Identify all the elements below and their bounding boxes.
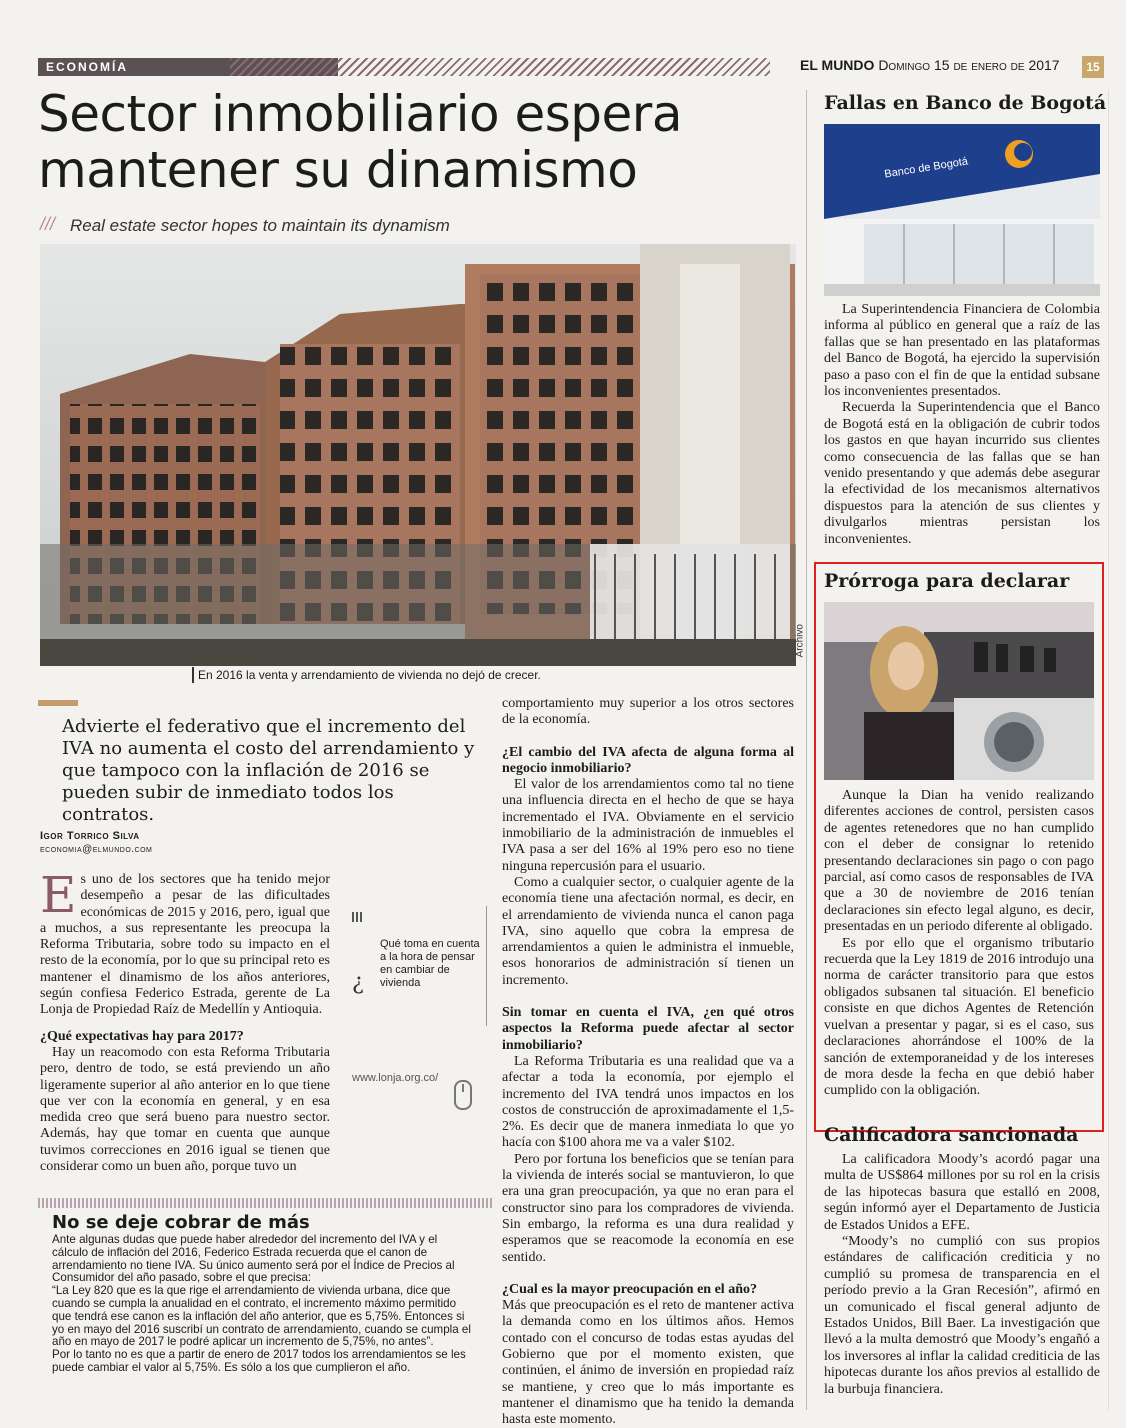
dian-photo [824, 602, 1094, 780]
section-tag: ECONOMÍA [38, 58, 338, 76]
caption-bar [192, 667, 194, 683]
photo-credit: Archivo [794, 624, 805, 658]
page-number: 15 [1082, 56, 1104, 78]
article-paragraph: Es uno de los sectores que ha tenido mejor desempeño a pesar de las dificultades económicas de 2015 y 2016, pero, igual que a muchos, a sus representante les preocupa la Reforma Tributaria, sobre todo su impacto en el resto de la economía, por lo que su principal reto es mantener el dinamismo de los años anteriores, según confiesa Federico Estrada, gerente de La Lonja de Propiedad Raíz de Medellín y Antioquia. [40, 866, 330, 1018]
side-article-body [52, 1234, 472, 1375]
shopping-illustration [824, 602, 1094, 780]
article-lead: Advierte el federativo que el incremento del IVA no aumenta el costo del arrendamiento y que tampoco con la inflación de 2016 se pueden subir de inmediato todos los contratos. [62, 716, 475, 825]
lead-marker [38, 700, 78, 706]
bank-illustration [824, 124, 1100, 296]
story-body-rating [824, 1152, 1100, 1398]
sidebox-question-mark: ¿ [352, 970, 364, 995]
story-body-extension [824, 788, 1094, 1100]
story-paragraph: Recuerda la Superintendencia que el Banco de Bogotá está en la obligación de cubrir todos los gastos en que hayan incurrido sus clientes como consecuencia de las fallas que se han venido presentando y que además debe asegurar la efectividad de los mecanismos alternativos dispuestos para la atención de sus clientes y divulgarlos mientras persistan los inconvenientes. [824, 400, 1100, 547]
pencil-divider-icon [38, 1198, 492, 1208]
buildings-illustration [40, 244, 796, 666]
story-title-rating: Calificadora sancionada [824, 1124, 1079, 1146]
story-paragraph: “Moody’s no cumplió con sus propios estándares de calificación crediticia y no cumplió su promesa de transparencia en el período previo a la Gran Recesión”, afirmó en un comunicado el fiscal general adjunto de Estados Unidos, Bill Baer. La investigación que llevó a la multa demostró que Moody’s engañó a los inversores al inflar la calidad crediticia de las hipotecas durante los años previos al estallido de la burbuja financiera. [824, 1234, 1100, 1397]
article-column-1 [40, 866, 330, 1175]
article-column-2 [502, 696, 794, 1428]
interview-question: ¿Qué expectativas hay para 2017? [40, 1028, 244, 1044]
article-paragraph: Hay un reacomodo con esta Reforma Tributaria pero, dentro de todo, se está previendo un año ligeramente superior al año anterior en lo que tiene que ver con la economía en general, y en esa medida creo que será bueno para nuestro sector. Además, hay que tomar en cuenta que aunque tuvimos correcciones en 2016 igual se tienen que considerar como un buen año, porque tuvo un [40, 1044, 330, 1175]
author-email: economia@elmundo.com [40, 844, 153, 855]
masthead [800, 57, 1090, 73]
subhead-marks: /// [40, 214, 56, 234]
story-paragraph: La calificadora Moody’s acordó pagar una multa de US$864 millones por su rol en la crisis de las hipotecas basura que estalló en 2008, según informó ayer el Departamento de Justicia de Estados Unidos a EFE. [824, 1152, 1100, 1233]
side-article-title: No se deje cobrar de más [52, 1212, 310, 1233]
mouse-wheel-icon [462, 1084, 464, 1092]
article-paragraph: Como a cualquier sector, o cualquier agente de la economía tiene una afectación normal, es decir, en el arrendamiento de vivienda nunca el canon paga IVA, sino aquello que cobra la empresa de arrendamientos a quien le administra el inmueble, esos honorarios de administración sí tienen un incremento. [502, 874, 794, 988]
article-paragraph: El valor de los arrendamientos como tal no tiene una influencia directa en el hecho de que se haya incrementado el IVA. Obviamente en el servicio inmobiliario de la administración de inmuebles el IVA pasa a ser del 16% al 19% pero eso no tiene ninguna repercusión para el usuario. [502, 777, 794, 874]
headline [38, 86, 798, 198]
side-article-paragraph: Por lo tanto no es que a partir de enero de 2017 todos los arrendamientos se les puede cambiar el valor al 5,75%. Es sólo a los que cumplieron el año. [52, 1348, 466, 1374]
story-title-bank: Fallas en Banco de Bogotá [824, 92, 1107, 114]
column-divider [1108, 90, 1109, 1410]
subhead: Real estate sector hopes to maintain its dynamism [70, 216, 450, 235]
sidebox-marker [352, 912, 362, 922]
lonja-link[interactable]: www.lonja.org.co/ [352, 1072, 439, 1084]
side-article-paragraph: “La Ley 820 que es la que rige el arrendamiento de vivienda urbana, dice que cuando se cumpla la anualidad en el contrato, el incremento máximo permitido que tendrá ese canon es la inflación del año anterior, que es 5,75%. Entonces si yo en mayo del 2016 suscribí un contrato de arrendamiento, cuando se cumpla el año en mayo de 2017 le podré aplicar un incremento de 5,75%, no antes”. [52, 1284, 471, 1349]
section-stripes [230, 58, 770, 76]
photo-caption: En 2016 la venta y arrendamiento de vivienda no dejó de crecer. [198, 668, 541, 682]
interview-question: ¿El cambio del IVA afecta de alguna forma al negocio inmobiliario? [502, 744, 794, 776]
bank-sign: Banco de Bogotá [883, 155, 969, 181]
article-paragraph: Más que preocupación es el reto de mantener activa la demanda como en los últimos años. Hemos contado con el concurso de todas estas ayudas del Gobierno que por el momento existen, que continúen, el ánimo de inversión en propiedad raíz se mantiene, y creo que lo más importante es mantener el dinamismo que ha tenido la demanda hasta este momento. [502, 1298, 794, 1428]
story-paragraph: La Superintendencia Financiera de Colombia informa al público en general que a raíz de las fallas que se han presentado en las plataformas del Banco de Bogotá, ha ejercido la supervisión paso a paso con el fin de que la entidad subsane los inconvenientes presentados. [824, 302, 1100, 400]
story-paragraph: Es por ello que el organismo tributario recuerda que la Ley 1819 de 2016 introdujo una norma de carácter transitorio para que estos obligados subsanen tal situación. El beneficio consiste en que dichos Agentes de Retención vuelvan a presentar y pagar, si es el caso, sus declaraciones ahorrándose el 100% de la sanción de extemporaneidad y de los intereses de mora desde la fecha en que debió haber cumplido con la obligación. [824, 935, 1094, 1099]
headline-line-1: Sector inmobiliario espera [38, 85, 683, 143]
author-byline: Igor Torrico Silva [40, 830, 140, 842]
article-paragraph: comportamiento muy superior a los otros sectores de la economía. [502, 696, 794, 728]
sidebox-divider [486, 906, 487, 1026]
paper-name: EL MUNDO [800, 57, 875, 73]
interview-question: Sin tomar en cuenta el IVA, ¿en qué otros aspectos la Reforma puede afectar al sector inmobiliario? [502, 1005, 794, 1053]
headline-line-2: mantener su dinamismo [38, 141, 638, 199]
drop-cap: E [40, 866, 77, 924]
story-paragraph: Aunque la Dian ha venido realizando diferentes acciones de control, persisten casos de agentes retenedores que no han cumplido con el deber de consignar lo retenido presentando declaraciones sin pago o con pago parcial, así como casos de responsables de IVA que a 30 de noviembre de 2016 tenían declaraciones sin efecto legal alguno, es decir, presentadas en un periodo diferente al obligado. [824, 788, 1094, 935]
issue-date: Domingo 15 de enero de 2017 [878, 57, 1060, 73]
sidebox-text: Qué toma en cuenta a la hora de pensar en cambiar de vivienda [380, 938, 480, 989]
story-body-bank [824, 302, 1100, 548]
buildings-photo [40, 244, 805, 666]
column-divider [806, 90, 807, 1410]
article-paragraph: Pero por fortuna los beneficios que se tenían para la vivienda de interés social se mantuvieron, lo que era una gran preocupación, ya que no eran para el constructor sino para los compradores de vivienda. Sin embargo, la reforma es una dura realidad y esperamos que se reacomode la economía en ese sentido. [502, 1151, 794, 1265]
bank-photo [824, 124, 1100, 296]
story-title-extension: Prórroga para declarar [824, 570, 1070, 592]
interview-question: ¿Cual es la mayor preocupación en el año? [502, 1281, 757, 1297]
side-article-paragraph: Ante algunas dudas que puede haber alrededor del incremento del IVA y el cálculo de inflación del 2016, Federico Estrada recuerda que el canon de arrendamiento no tiene IVA. Su único aumento será por el Índice de Precios al Consumidor del año pasado, sobre el que precisa: [52, 1233, 455, 1285]
article-paragraph: La Reforma Tributaria es una realidad que va a afectar a toda la economía, por ejemplo el incremento del IVA tendrá unos impactos en los costos de construcción de aproximadamente el 1,5-2%. Es decir que de manera inmediata lo que yo hacía con $100 ahora me va a valer $102. [502, 1053, 794, 1151]
